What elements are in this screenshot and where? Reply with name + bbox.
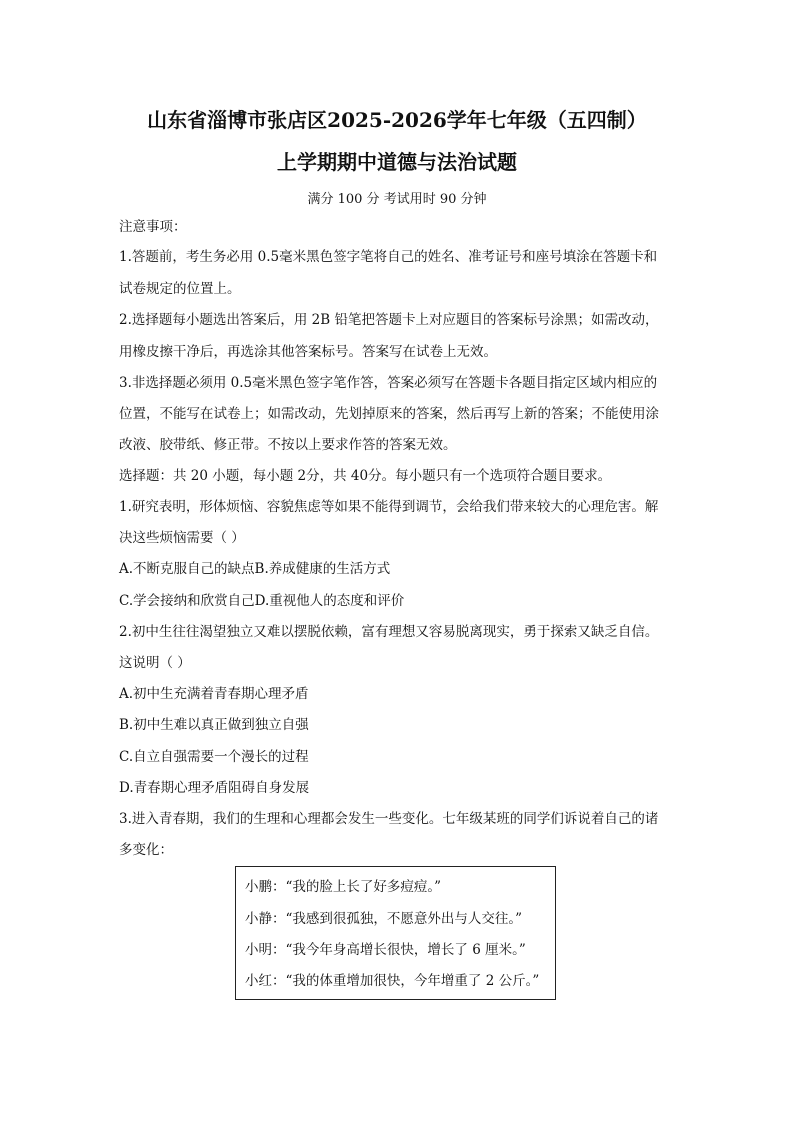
q1-stem-line1: 1.研究表明，形体烦恼、容貌焦虑等如果不能得到调节，会给我们带来较大的心理危害。解 <box>119 499 659 515</box>
notes-line-5: 3.非选择题必须用 0.5毫米黑色签字笔作答，答案必须写在答题卡各题目指定区域内相应的 <box>119 375 658 391</box>
notes-line-6: 位置，不能写在试卷上；如需改动，先划掉原来的答案，然后再写上新的答案；不能使用涂 <box>119 406 659 422</box>
notes-line-3: 2.选择题每小题选出答案后，用 2B 铅笔把答题卡上对应题目的答案标号涂黑；如需改动， <box>119 312 659 328</box>
section-instruction: 选择题：共 20 小题，每小题 2分，共 40分。每小题只有一个选项符合题目要求。 <box>119 468 612 484</box>
q2-option-d: D.青春期心理矛盾阻碍自身发展 <box>119 780 310 796</box>
exam-title-line1: 山东省淄博市张店区2025-2026学年七年级（五四制） <box>147 108 647 132</box>
q2-option-c: C.自立自强需要一个漫长的过程 <box>119 749 309 765</box>
q2-option-a: A.初中生充满着青春期心理矛盾 <box>119 686 309 702</box>
exam-title-line2: 上学期期中道德与法治试题 <box>277 150 517 174</box>
exam-info: 满分 100 分 考试用时 90 分钟 <box>307 192 487 207</box>
q3-stem-line1: 3.进入青春期，我们的生理和心理都会发生一些变化。七年级某班的同学们诉说着自己的诸 <box>119 811 659 827</box>
quote-xiaoming: 小明：“我今年身高增长很快，增长了 6 厘米。” <box>245 942 526 958</box>
q2-option-b: B.初中生难以真正做到独立自强 <box>119 717 309 733</box>
notes-line-1: 1.答题前，考生务必用 0.5毫米黑色签字笔将自己的姓名、准考证号和座号填涂在答题卡和 <box>119 249 658 265</box>
quote-xiaohong: 小红：“我的体重增加很快，今年增重了 2 公斤。” <box>245 973 540 989</box>
q2-stem-line1: 2.初中生往往渴望独立又难以摆脱依赖，富有理想又容易脱离现实，勇于探索又缺乏自信。 <box>119 624 659 640</box>
q3-stem-line2: 多变化： <box>119 842 173 858</box>
notes-line-7: 改液、胶带纸、修正带。不按以上要求作答的答案无效。 <box>119 437 457 453</box>
notes-line-2: 试卷规定的位置上。 <box>119 281 241 297</box>
quote-xiaojing: 小静：“我感到很孤独，不愿意外出与人交往。” <box>245 911 523 927</box>
q2-stem-line2: 这说明（ ） <box>119 655 191 671</box>
notes-heading: 注意事项： <box>119 219 187 235</box>
notes-line-4: 用橡皮擦干净后，再选涂其他答案标号。答案写在试卷上无效。 <box>119 344 497 360</box>
q1-stem-line2: 决这些烦恼需要（ ） <box>119 530 245 546</box>
student-quotes-box <box>235 866 556 1000</box>
quote-xiaopeng: 小鹏：“我的脸上长了好多痘痘。” <box>245 879 442 895</box>
q1-options-line1: A.不断克服自己的缺点B.养成健康的生活方式 <box>119 561 391 577</box>
q1-options-line2: C.学会接纳和欣赏自己D.重视他人的态度和评价 <box>119 593 405 609</box>
